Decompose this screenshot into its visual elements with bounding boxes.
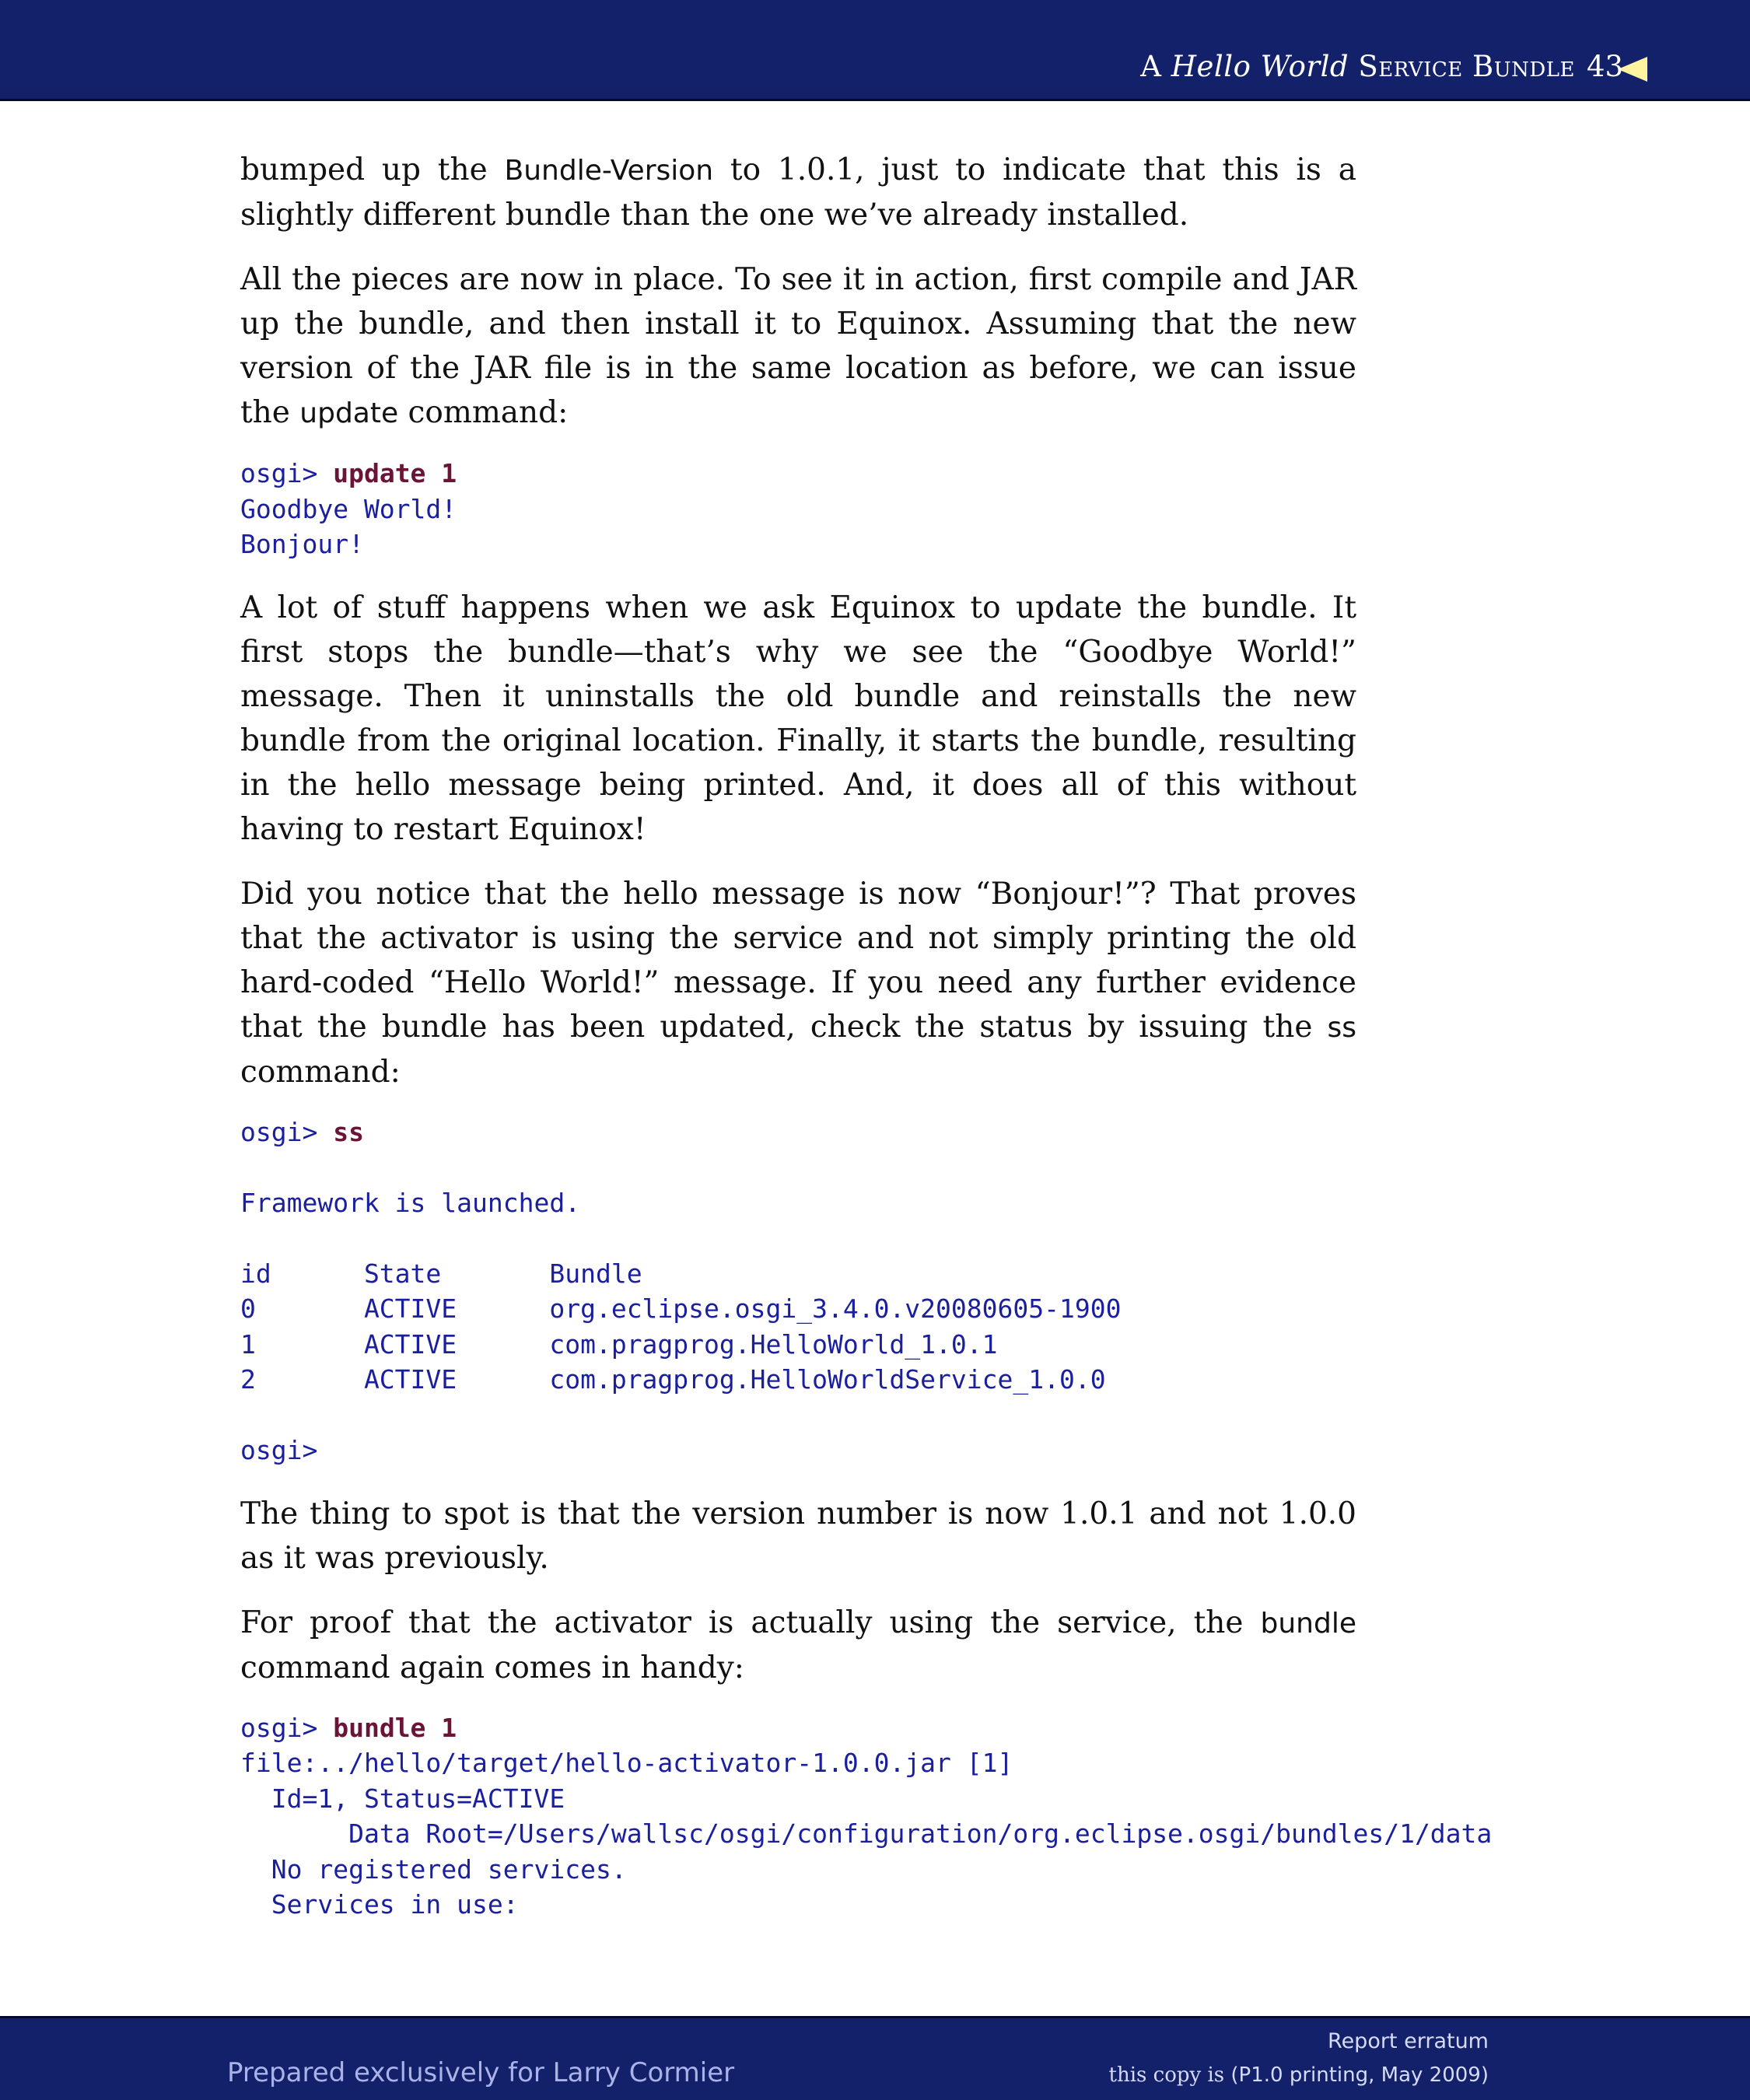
printing-info: [1109, 2063, 1489, 2087]
console-prompt: osgi>: [240, 1435, 318, 1465]
page-header: [0, 0, 1750, 101]
inline-code: bundle: [1260, 1607, 1356, 1640]
console-command: ss: [333, 1116, 364, 1147]
code-blank-line: [240, 1150, 1356, 1185]
code-line: Framework is launched.: [240, 1187, 581, 1218]
page-number: 43: [1587, 50, 1624, 83]
paragraph-text: command again comes in handy:: [240, 1650, 744, 1685]
code-line: Goodbye World!: [240, 493, 457, 524]
bundle-table-row: 2 ACTIVE com.pragprog.HelloWorldService_1.0.0: [240, 1364, 1106, 1395]
paragraph: [240, 1601, 1356, 1690]
console-prompt: osgi>: [240, 1712, 334, 1743]
paragraph-text: bumped up the: [240, 152, 505, 187]
console-command: bundle 1: [333, 1712, 457, 1743]
code-line: No registered services.: [240, 1853, 627, 1885]
code-line: Data Root=/Users/wallsc/osgi/configuration/org.eclipse.osgi/bundles/1/data: [240, 1818, 1493, 1849]
paragraph-text: command:: [240, 1054, 401, 1090]
paragraph: [240, 257, 1356, 436]
paragraph-text: command:: [398, 395, 569, 430]
paragraph: [240, 148, 1356, 237]
code-line: file:../hello/target/hello-activator-1.0.0.jar [1]: [240, 1748, 1013, 1778]
printing-info-prefix: this copy is: [1108, 2063, 1231, 2087]
prepared-for-label: Prepared exclusively for Larry Cormier: [227, 2057, 735, 2088]
code-line: [240, 1115, 1356, 1150]
paragraph-text: For proof that the activator is actually using the service, the: [240, 1605, 1261, 1640]
code-blank-line: [240, 1220, 1356, 1256]
printing-info-edition: (P1.0 printing, May 2009): [1230, 2063, 1489, 2087]
running-head-italic: Hello World: [1171, 50, 1349, 83]
code-blank-line: [240, 1398, 1356, 1433]
console-prompt: osgi>: [240, 1116, 334, 1147]
console-command: update 1: [333, 458, 457, 488]
code-block-update: [240, 456, 1356, 562]
code-line: [240, 1710, 1356, 1746]
paragraph: A lot of stuff happens when we ask Equinox to update the bundle. It first stops the bundle—that’s why we see the “Goodbye World!” message. Then it uninstalls the old bundle and reinstalls the new bundle from the original location. Finally, it starts the bundle, resulting in the hello message being printed. And, it does all of this without having to restart Equinox!: [240, 590, 1356, 847]
paragraph: [240, 872, 1356, 1094]
code-line: Bonjour!: [240, 529, 364, 559]
code-line: Id=1, Status=ACTIVE: [240, 1783, 565, 1814]
inline-code: Bundle-Version: [504, 155, 714, 187]
code-line: Services in use:: [240, 1889, 519, 1920]
page-footer: [0, 2016, 1750, 2100]
inline-code: update: [299, 397, 399, 429]
code-line: [240, 456, 1356, 492]
running-head-prefix: A: [1140, 50, 1171, 83]
code-block-bundle: [240, 1710, 1493, 1923]
paragraph: The thing to spot is that the version number is now 1.0.1 and not 1.0.0 as it was previously.: [240, 1496, 1356, 1576]
paragraph-text: to 1.0.1, just to indicate that this is a slightly different bundle than the one we’ve already installed.: [240, 152, 1356, 233]
bundle-table-header: id State Bundle: [240, 1258, 642, 1289]
paragraph-text: All the pieces are now in place. To see it in action, first compile and JAR up the bundle, and then install it to Equinox. Assuming that the new version of the JAR file is in the same location as before, we can issue the: [240, 262, 1356, 430]
page-body: [240, 148, 1493, 1946]
code-block-ss: [240, 1115, 1356, 1468]
inline-code: ss: [1327, 1011, 1356, 1044]
report-erratum-link[interactable]: Report erratum: [1328, 2029, 1489, 2053]
bundle-table-row: 1 ACTIVE com.pragprog.HelloWorld_1.0.1: [240, 1328, 998, 1360]
running-head: [1140, 50, 1575, 83]
running-head-suffix: Service Bundle: [1349, 50, 1575, 83]
bundle-table-row: 0 ACTIVE org.eclipse.osgi_3.4.0.v20080605-1900: [240, 1293, 1122, 1324]
console-prompt: osgi>: [240, 458, 334, 488]
paragraph-text: Did you notice that the hello message is now “Bonjour!”? That proves that the activator is using the service and not simply printing the old hard-coded “Hello World!” message. If you need any further evidence that the bundle has been updated, check the status by issuing the: [240, 876, 1356, 1045]
